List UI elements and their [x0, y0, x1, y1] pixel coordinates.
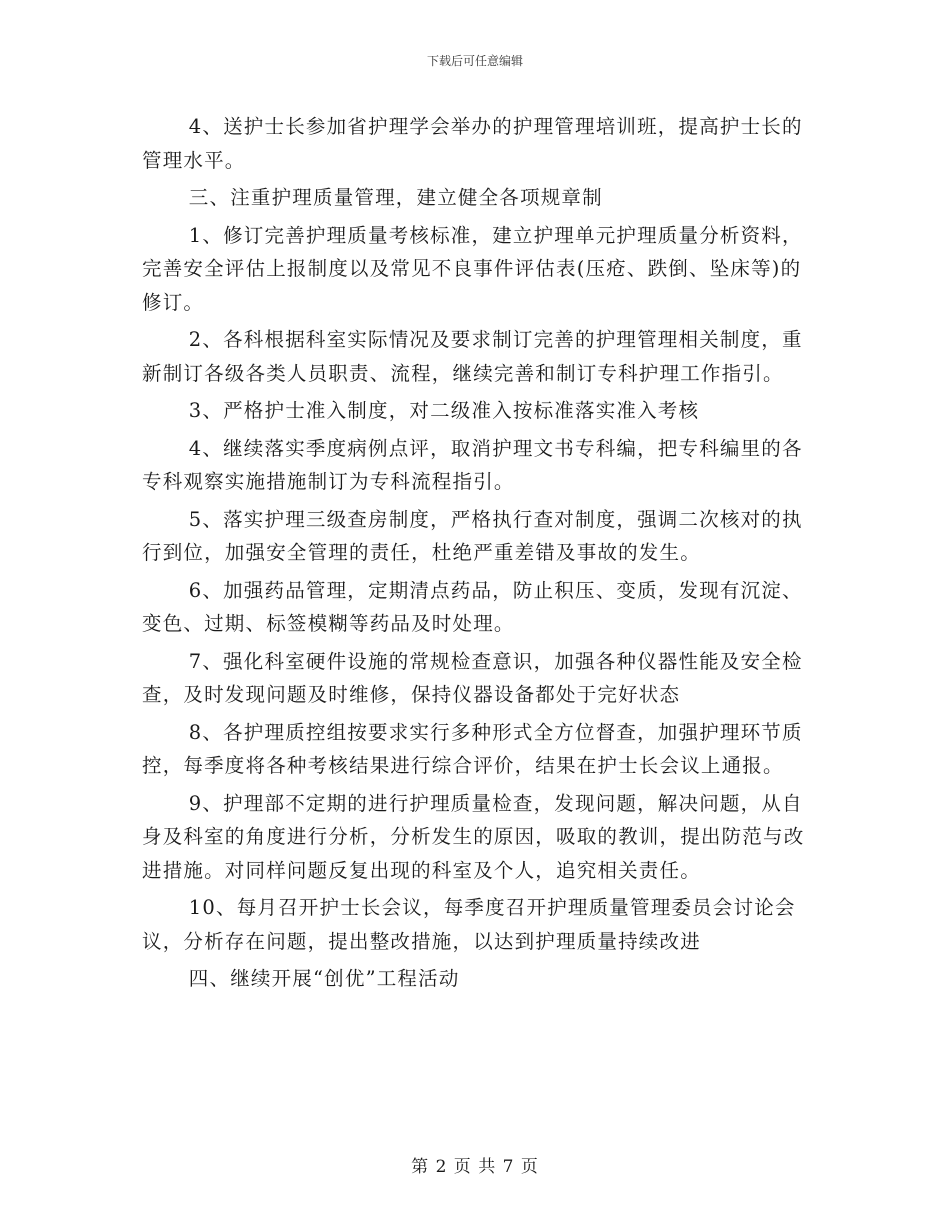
paragraph-item-2: 2、各科根据科室实际情况及要求制订完善的护理管理相关制度，重新制订各级各类人员职责、流程，继续完善和制订专科护理工作指引。 [142, 328, 803, 385]
section-heading-excellence-activity: 四、继续开展“创优”工程活动 [188, 967, 460, 990]
document-body [142, 110, 822, 1000]
paragraph-item-3: 3、严格护士准入制度，对二级准入按标准落实准入考核 [188, 399, 700, 422]
paragraph-item-4-training: 4、送护士长参加省护理学会举办的护理管理培训班，提高护士长的管理水平。 [142, 115, 803, 172]
paragraph-item-4: 4、继续落实季度病例点评，取消护理文书专科编，把专科编里的各专科观察实施措施制订为专科流程指引。 [142, 436, 803, 493]
paragraph-item-8: 8、各护理质控组按要求实行多种形式全方位督查，加强护理环节质控，每季度将各种考核结果进行综合评价，结果在护士长会议上通报。 [142, 720, 803, 777]
paragraph-item-6: 6、加强药品管理，定期清点药品，防止积压、变质，发现有沉淀、变色、过期、标签模糊等药品及时处理。 [142, 578, 803, 635]
paragraph-item-5: 5、落实护理三级查房制度，严格执行查对制度，强调二次核对的执行到位，加强安全管理的责任，杜绝严重差错及事故的发生。 [142, 507, 803, 564]
paragraph-item-10: 10、每月召开护士长会议，每季度召开护理质量管理委员会讨论会议，分析存在问题，提出整改措施，以达到护理质量持续改进 [142, 896, 796, 953]
section-heading-quality-management: 三、注重护理质量管理，建立健全各项规章制 [188, 186, 603, 209]
page-header-note: 下载后可任意编辑 [426, 54, 523, 68]
paragraph-item-7: 7、强化科室硬件设施的常规检查意识，加强各种仪器性能及安全检查，及时发现问题及时维修，保持仪器设备都处于完好状态 [142, 649, 803, 706]
page-number-footer: 第 2 页 共 7 页 [411, 1157, 539, 1177]
paragraph-item-1: 1、修订完善护理质量考核标准，建立护理单元护理质量分析资料，完善安全评估上报制度以及常见不良事件评估表(压疮、跌倒、坠床等)的修订。 [142, 223, 803, 314]
paragraph-item-9: 9、护理部不定期的进行护理质量检查，发现问题，解决问题，从自身及科室的角度进行分析，分析发生的原因，吸取的教训，提出防范与改进措施。对同样问题反复出现的科室及个人，追究相关责任。 [142, 791, 805, 882]
